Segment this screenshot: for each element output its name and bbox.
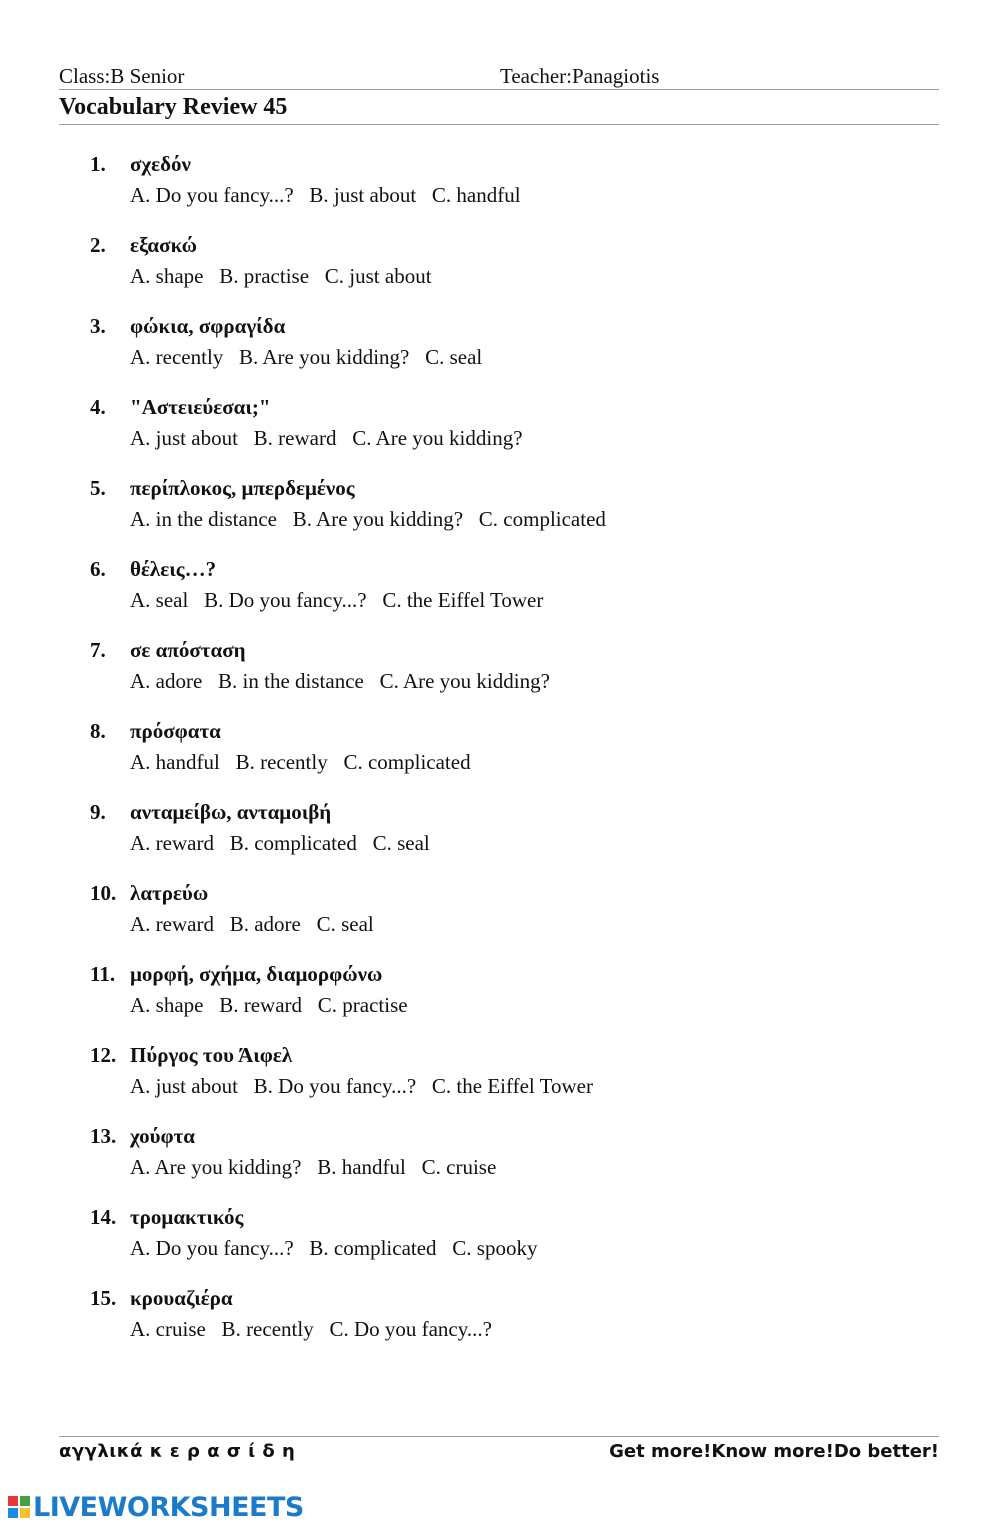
question-options[interactable]: A. reward B. complicated C. seal (130, 831, 430, 855)
page-title: Vocabulary Review 45 (59, 94, 288, 120)
title-divider (59, 124, 939, 125)
class-label: Class:B Senior (59, 64, 185, 88)
question-term: ανταμείβω, ανταμοιβή (130, 800, 332, 824)
logo-square (20, 1496, 30, 1506)
question-item (0, 877, 1000, 958)
teacher-label: Teacher:Panagiotis (500, 64, 660, 88)
liveworksheets-brand[interactable] (8, 1490, 304, 1524)
question-number: 11. (90, 962, 116, 986)
question-number: 3. (90, 314, 106, 338)
question-term: θέλεις…? (130, 557, 217, 581)
question-item (0, 391, 1000, 472)
question-number: 9. (90, 800, 106, 824)
question-options[interactable]: A. Do you fancy...? B. just about C. handful (130, 183, 521, 207)
question-number: 8. (90, 719, 106, 743)
question-term: σε απόσταση (130, 638, 246, 662)
header-row (59, 60, 939, 90)
question-item (0, 796, 1000, 877)
question-term: χούφτα (130, 1124, 195, 1148)
question-term: Πύργος του Άιφελ (130, 1043, 293, 1067)
footer-divider (59, 1436, 939, 1437)
question-item (0, 310, 1000, 391)
question-item (0, 472, 1000, 553)
question-number: 7. (90, 638, 106, 662)
question-item (0, 1039, 1000, 1120)
logo-square (8, 1508, 18, 1518)
question-number: 15. (90, 1286, 117, 1310)
question-term: κρουαζιέρα (130, 1286, 233, 1310)
question-options[interactable]: A. shape B. practise C. just about (130, 264, 432, 288)
question-term: σχεδόν (130, 152, 191, 176)
question-list (0, 148, 1000, 1363)
question-options[interactable]: A. Do you fancy...? B. complicated C. spooky (130, 1236, 538, 1260)
question-options[interactable]: A. just about B. reward C. Are you kidding? (130, 426, 523, 450)
question-term: μορφή, σχήμα, διαμορφώνω (130, 962, 383, 986)
question-term: πρόσφατα (130, 719, 221, 743)
liveworksheets-logo-icon (8, 1496, 30, 1518)
question-item (0, 148, 1000, 229)
question-item (0, 958, 1000, 1039)
question-options[interactable]: A. just about B. Do you fancy...? C. the Eiffel Tower (130, 1074, 593, 1098)
question-term: τρομακτικός (130, 1205, 244, 1229)
question-number: 14. (90, 1205, 117, 1229)
question-number: 2. (90, 233, 106, 257)
question-options[interactable]: A. shape B. reward C. practise (130, 993, 408, 1017)
question-number: 12. (90, 1043, 117, 1067)
question-term: εξασκώ (130, 233, 197, 257)
question-number: 6. (90, 557, 106, 581)
question-item (0, 634, 1000, 715)
header-divider (59, 89, 939, 90)
question-options[interactable]: A. in the distance B. Are you kidding? C. complicated (130, 507, 606, 531)
question-item (0, 229, 1000, 310)
question-options[interactable]: A. adore B. in the distance C. Are you kidding? (130, 669, 550, 693)
question-term: περίπλοκος, μπερδεμένος (130, 476, 355, 500)
question-number: 4. (90, 395, 106, 419)
question-item (0, 553, 1000, 634)
question-options[interactable]: A. handful B. recently C. complicated (130, 750, 471, 774)
question-item (0, 1120, 1000, 1201)
question-number: 13. (90, 1124, 117, 1148)
question-term: λατρεύω (130, 881, 209, 905)
question-options[interactable]: A. Are you kidding? B. handful C. cruise (130, 1155, 497, 1179)
question-item (0, 715, 1000, 796)
question-number: 10. (90, 881, 117, 905)
question-options[interactable]: A. recently B. Are you kidding? C. seal (130, 345, 483, 369)
question-options[interactable]: A. cruise B. recently C. Do you fancy...? (130, 1317, 492, 1341)
question-options[interactable]: A. reward B. adore C. seal (130, 912, 374, 936)
footer-slogan: Get more!Know more!Do better! (609, 1441, 939, 1462)
footer-brand-text: αγγλικά κ ε ρ α σ ί δ η (59, 1441, 296, 1462)
logo-square (8, 1496, 18, 1506)
question-item (0, 1282, 1000, 1363)
logo-square (20, 1508, 30, 1518)
question-term: φώκια, σφραγίδα (130, 314, 286, 338)
question-options[interactable]: A. seal B. Do you fancy...? C. the Eiffel Tower (130, 588, 544, 612)
question-term: "Αστειεύεσαι;" (130, 395, 271, 419)
brand-wordmark: LIVEWORKSHEETS (33, 1491, 304, 1523)
question-item (0, 1201, 1000, 1282)
question-number: 1. (90, 152, 106, 176)
question-number: 5. (90, 476, 106, 500)
